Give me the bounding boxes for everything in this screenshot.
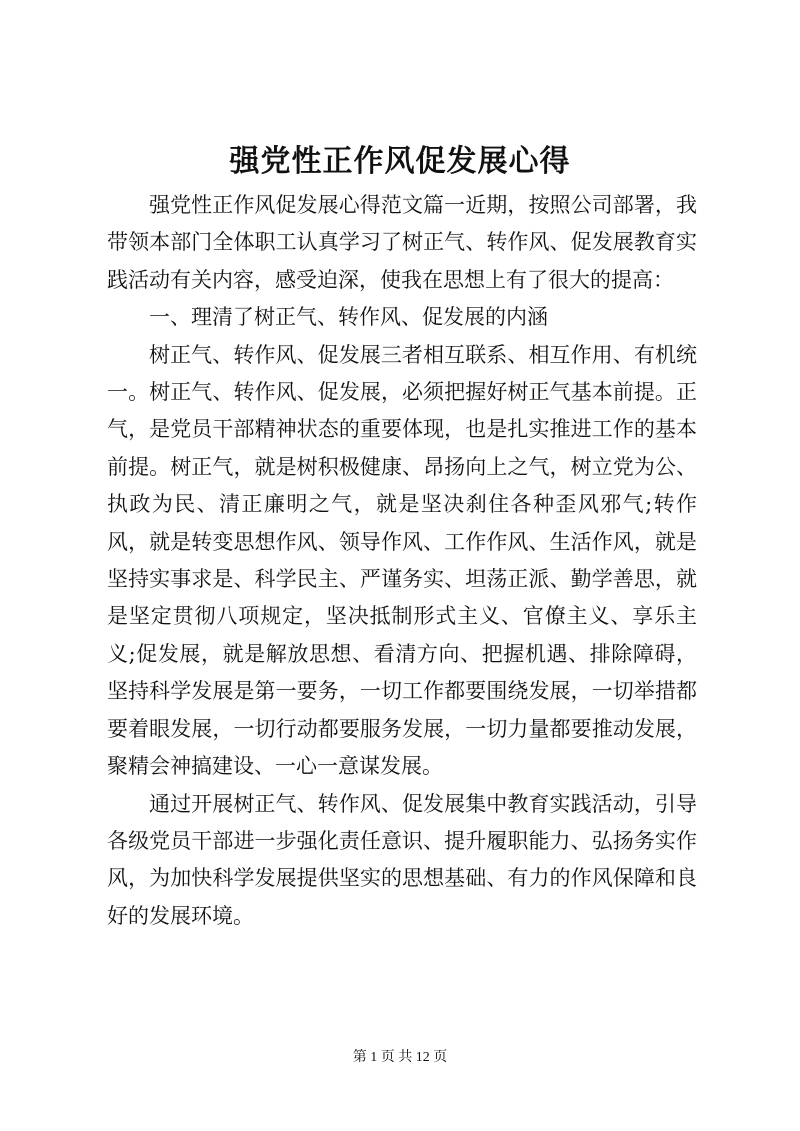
paragraph-intro: 强党性正作风促发展心得范文篇一近期，按照公司部署，我带领本部门全体职工认真学习了树正气、转作风、促发展教育实践活动有关内容，感受迫深，使我在思想上有了很大的提高： — [107, 193, 697, 292]
document-title: 强党性正作风促发展心得 — [229, 144, 571, 179]
page-number-footer: 第 1 页 共 12 页 — [352, 1050, 448, 1065]
section-heading: 一、理清了树正气、转作风、促发展的内涵 — [149, 305, 548, 330]
paragraph-content: 树正气、转作风、促发展三者相互联系、相互作用、有机统一。树正气、转作风、促发展，必须把握好树正气基本前提。正气，是党员干部精神状态的重要体现，也是扎实推进工作的基本前提。树正气，就是树积极健康、昂扬向上之气，树立党为公、执政为民、清正廉明之气，就是坚决刹住各种歪风邪气;转作风，就是转变思想作风、领导作风、工作作风、生活作风，就是坚持实事求是、科学民主、严谨务实、坦荡正派、勤学善思，就是坚定贯彻八项规定，坚决抵制形式主义、官僚主义、享乐主义;促发展，就是解放思想、看清方向、把握机遇、排除障碍，坚持科学发展是第一要务，一切工作都要围绕发展，一切举措都要着眼发展，一切行动都要服务发展，一切力量都要推动发展，聚精会神搞建设、一心一意谋发展。 — [107, 342, 697, 779]
paragraph-conclusion: 通过开展树正气、转作风、促发展集中教育实践活动，引导各级党员干部进一步强化责任意识、提升履职能力、弘扬务实作风，为加快科学发展提供坚实的思想基础、有力的作风保障和良好的发展环境。 — [107, 791, 697, 928]
document-body — [107, 187, 697, 935]
